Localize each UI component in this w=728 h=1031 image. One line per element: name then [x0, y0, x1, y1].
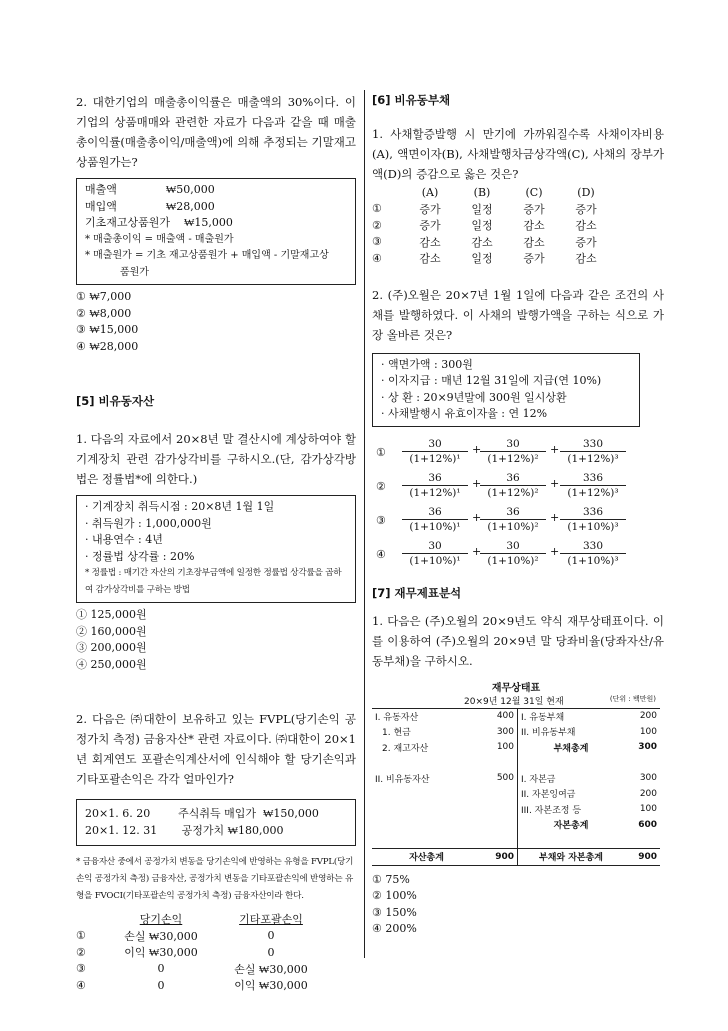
- answer-table: [372, 184, 612, 267]
- fraction: [402, 471, 468, 500]
- option-label: ④: [76, 978, 86, 992]
- bs-cell: I. 유동자산: [375, 712, 419, 723]
- bs-cell: [481, 802, 518, 818]
- data-box: [76, 178, 356, 285]
- bs-unit: (단위 : 백만원): [609, 694, 656, 703]
- box-line: · 내용연수 : 4년: [85, 533, 163, 546]
- data-box: [76, 799, 356, 846]
- cell: 0: [157, 962, 165, 976]
- denominator: (1+12%)²: [487, 486, 539, 499]
- fraction: [560, 437, 626, 466]
- box-line: 매출액 ₩50,000: [85, 183, 215, 196]
- bs-cell: 200: [639, 788, 657, 799]
- question-text: 1. 다음의 자료에서 20×8년 말 결산시에 계상하여야 할 기계장치 관련 감가상각비를 구하시오.(단, 감가상각방법은 정률법*에 의한다.): [76, 432, 356, 486]
- denominator: (1+10%)¹: [409, 520, 461, 533]
- question-text: 2. (주)오월은 20×7년 1월 1일에 다음과 같은 조건의 사채를 발행하였다. 이 사채의 발행가액을 구하는 식으로 가장 올바른 것은?: [372, 287, 664, 342]
- answer-row[interactable]: [372, 250, 612, 267]
- cell: 일정: [471, 252, 493, 266]
- bs-cell: II. 비유동자산: [375, 774, 430, 785]
- bs-cell: III. 자본조정 등: [521, 805, 582, 816]
- numerator: 36: [480, 505, 546, 520]
- denominator: (1+10%)³: [567, 520, 619, 533]
- bs-cell: 900: [624, 849, 660, 866]
- cell: 손실 ₩30,000: [124, 929, 198, 943]
- section-title: [6] 비유동부채: [372, 93, 451, 107]
- option[interactable]: ① 125,000원: [76, 608, 147, 621]
- answer-row[interactable]: [76, 961, 326, 978]
- bs-cell: 부채와 자본총계: [518, 849, 625, 866]
- bs-row: [372, 724, 660, 740]
- plus-sign: +: [472, 544, 482, 558]
- denominator: (1+12%)²: [487, 452, 539, 465]
- data-box: [76, 495, 356, 603]
- numerator: 36: [402, 505, 468, 520]
- bs-cell: [372, 802, 481, 818]
- answer-row[interactable]: [76, 928, 326, 945]
- box-line: · 정률법 상각률 : 20%: [85, 549, 195, 563]
- cell: 감소: [419, 252, 441, 266]
- cell: 증가: [419, 202, 441, 216]
- plus-sign: +: [550, 544, 560, 558]
- cell: 손실 ₩30,000: [234, 962, 308, 976]
- denominator: (1+10%)²: [487, 554, 539, 567]
- option-label: ④: [376, 547, 386, 561]
- denominator: (1+12%)¹: [409, 452, 461, 465]
- fraction-option[interactable]: [372, 437, 664, 471]
- box-line: · 액면가액 : 300원: [381, 357, 473, 371]
- numerator: 30: [480, 437, 546, 452]
- denominator: (1+12%)¹: [409, 486, 461, 499]
- cell: 0: [267, 929, 275, 943]
- box-line: * 매출총이익 = 매출액 - 매출원가: [85, 233, 234, 245]
- bs-row: [372, 786, 660, 802]
- cell: 감소: [575, 219, 597, 233]
- col-header: (D): [577, 185, 595, 199]
- bs-cell: [372, 833, 481, 849]
- box-line: · 사채발행시 유효이자율 : 연 12%: [381, 407, 548, 420]
- bs-cell: II. 자본잉여금: [521, 790, 576, 801]
- fraction: [480, 505, 546, 534]
- fraction: [402, 505, 468, 534]
- bs-cell: [481, 817, 518, 833]
- bs-cell: [481, 755, 518, 771]
- col-header: 당기손익: [139, 913, 183, 927]
- option[interactable]: ④ 250,000원: [76, 657, 147, 671]
- fraction-option[interactable]: [372, 471, 664, 505]
- answer-table: [76, 911, 326, 994]
- bs-row: [372, 849, 660, 866]
- bs-cell: 100: [481, 740, 518, 756]
- box-line: 기초재고상품원가 ₩15,000: [85, 216, 233, 229]
- plus-sign: +: [550, 476, 560, 490]
- option-label: ④: [372, 251, 382, 265]
- bs-row: [372, 771, 660, 787]
- option-label: ②: [372, 218, 382, 232]
- bs-cell: [481, 833, 518, 849]
- plus-sign: +: [472, 510, 482, 524]
- cell: 이익 ₩30,000: [234, 979, 308, 993]
- balance-sheet: [372, 679, 660, 866]
- answer-row[interactable]: [372, 217, 612, 234]
- bs-cell: II. 비유동부채: [521, 728, 576, 739]
- box-line: * 매출원가 = 기초 재고상품원가 + 매입액 - 기말재고상: [85, 250, 329, 261]
- footnote: * 금융자산 중에서 공정가치 변동을 당기손익에 반영하는 유형을 FVPL(당기손익 공정가치 측정) 금융자산, 공정가치 변동을 기타포괄손익에 반영하는 유형을 FVOCI(기타포괄손익 공정가치 측정) 금융자산이라 한다.: [76, 857, 354, 901]
- bs-row: [372, 833, 660, 849]
- option[interactable]: ③ 150%: [372, 905, 417, 919]
- bs-cell: 300: [481, 724, 518, 740]
- answer-row[interactable]: [372, 201, 612, 218]
- bs-cell: 200: [639, 711, 657, 722]
- col-header: (B): [473, 185, 491, 199]
- fraction: [560, 471, 626, 500]
- bs-cell: 1. 현금: [382, 728, 411, 739]
- bs-cell: 100: [639, 804, 657, 815]
- option-label: ②: [76, 945, 86, 959]
- cell: 감소: [523, 219, 545, 233]
- section-title: [5] 비유동자산: [76, 394, 155, 408]
- numerator: 336: [560, 505, 626, 520]
- fraction: [402, 437, 468, 466]
- denominator: (1+10%)¹: [409, 554, 461, 567]
- fraction: [480, 539, 546, 568]
- bs-cell: 400: [481, 708, 518, 724]
- fraction: [560, 505, 626, 534]
- box-line: 20×1. 12. 31 공정가치 ₩180,000: [85, 823, 284, 837]
- box-line: · 기계장치 취득시점 : 20×8년 1월 1일: [85, 500, 275, 513]
- bs-table: [372, 708, 660, 866]
- cell: 일정: [471, 219, 493, 233]
- column-divider: [364, 90, 365, 958]
- box-line: · 상 환 : 20×9년말에 300원 일시상환: [381, 390, 567, 404]
- bs-cell: 자본총계: [553, 821, 589, 832]
- plus-sign: +: [472, 442, 482, 456]
- cell: 증가: [575, 202, 597, 216]
- fraction: [480, 437, 546, 466]
- box-line: 품원가: [85, 266, 149, 278]
- bs-row: [372, 817, 660, 833]
- bs-cell: [518, 833, 625, 849]
- bs-cell: 300: [638, 742, 657, 753]
- option-label: ①: [376, 445, 386, 459]
- option-label: ③: [372, 235, 382, 249]
- fraction-option[interactable]: [372, 539, 664, 573]
- numerator: 30: [402, 437, 468, 452]
- question-text: 1. 사채할증발행 시 만기에 가까워질수록 사채이자비용(A), 액면이자(B), 사채발행차금상각액(C), 사채의 장부가액(D)의 증감으로 옳은 것은?: [372, 127, 664, 181]
- option[interactable]: ② ₩8,000: [76, 306, 132, 320]
- fraction-options: [372, 437, 664, 573]
- data-box: [372, 353, 640, 427]
- bs-row: [372, 708, 660, 724]
- bs-cell: [481, 786, 518, 802]
- box-line: · 이자지급 : 매년 12월 31일에 지급(연 10%): [381, 374, 602, 387]
- bs-cell: [372, 817, 481, 833]
- bs-cell: 부채총계: [553, 743, 589, 754]
- answer-row[interactable]: [76, 977, 326, 994]
- option[interactable]: ③ ₩15,000: [76, 323, 139, 336]
- answer-row[interactable]: [76, 944, 326, 961]
- denominator: (1+10%)²: [487, 520, 539, 533]
- left-column: [76, 92, 356, 994]
- col-header: 기타포괄손익: [239, 913, 303, 927]
- plus-sign: +: [472, 476, 482, 490]
- bs-cell: 자산총계: [372, 849, 481, 866]
- bs-cell: 100: [639, 726, 657, 737]
- question-text: 2. 대한기업의 매출총이익률은 매출액의 30%이다. 이 기업의 상품매매와 관련한 자료가 다음과 같을 때 매출총이익률(매출총이익/매출액)에 의해 추정되는 기말재고상품원가는?: [76, 95, 356, 169]
- option-label: ①: [76, 929, 86, 943]
- option[interactable]: ④ 200%: [372, 922, 417, 935]
- fraction-option[interactable]: [372, 505, 664, 539]
- fraction: [480, 471, 546, 500]
- bs-cell: 500: [481, 771, 518, 787]
- fraction: [560, 539, 626, 568]
- cell: 0: [157, 978, 165, 992]
- option-label: ③: [376, 513, 386, 527]
- fraction: [402, 539, 468, 568]
- box-line: 매입액 ₩28,000: [85, 199, 215, 213]
- box-line: 20×1. 6. 20 주식취득 매입가 ₩150,000: [85, 807, 319, 820]
- col-header: (A): [421, 185, 439, 199]
- cell: 증가: [523, 202, 545, 216]
- option-label: ②: [376, 479, 386, 493]
- cell: 증가: [419, 219, 441, 233]
- section-title: [7] 재무제표분석: [372, 585, 462, 600]
- bs-row: [372, 755, 660, 771]
- bs-title: 재무상태표: [491, 682, 541, 694]
- denominator: (1+10%)³: [567, 554, 619, 567]
- bs-cell: [372, 786, 481, 802]
- numerator: 36: [480, 471, 546, 486]
- denominator: (1+12%)³: [567, 486, 619, 499]
- right-column: [372, 92, 664, 938]
- answer-row[interactable]: [372, 234, 612, 251]
- cell: 감소: [419, 235, 441, 249]
- numerator: 330: [560, 539, 626, 554]
- bs-date: 20×9년 12월 31일 현재: [464, 696, 564, 707]
- plus-sign: +: [550, 442, 560, 456]
- box-line: · 취득원가 : 1,000,000원: [85, 516, 212, 530]
- bs-cell: [518, 755, 625, 771]
- numerator: 30: [480, 539, 546, 554]
- option[interactable]: ① ₩7,000: [76, 290, 132, 303]
- option[interactable]: ② 160,000원: [76, 624, 147, 638]
- option-label: ③: [76, 962, 86, 976]
- cell: 일정: [471, 202, 493, 216]
- plus-sign: +: [550, 510, 560, 524]
- numerator: 30: [402, 539, 468, 554]
- bs-cell: [372, 755, 481, 771]
- bs-cell: 900: [481, 849, 518, 866]
- option-label: ①: [372, 202, 382, 216]
- option[interactable]: ③ 200,000원: [76, 641, 147, 654]
- box-note: * 정률법 : 매기간 자산의 기초장부금액에 일정한 정률법 상각률을 곱하여 감가상각비를 구하는 방법: [85, 568, 342, 595]
- cell: 감소: [575, 252, 597, 266]
- cell: 감소: [471, 235, 493, 249]
- cell: 0: [267, 945, 275, 959]
- question-text: 2. 다음은 ㈜대한이 보유하고 있는 FVPL(당기손익 공정가치 측정) 금융자산* 관련 자료이다. ㈜대한이 20×1년 회계연도 포괄손익계산서에 인식해야 할 당기손익과 기타포괄손익은 각각 얼마인가?: [76, 712, 356, 786]
- bs-row: [372, 802, 660, 818]
- bs-row: [372, 740, 660, 756]
- bs-cell: [624, 755, 660, 771]
- numerator: 36: [402, 471, 468, 486]
- option[interactable]: ② 100%: [372, 889, 417, 902]
- bs-cell: 2. 재고자산: [382, 743, 429, 754]
- cell: 감소: [523, 235, 545, 249]
- numerator: 330: [560, 437, 626, 452]
- numerator: 336: [560, 471, 626, 486]
- bs-cell: I. 자본금: [521, 774, 556, 785]
- denominator: (1+12%)³: [567, 452, 619, 465]
- question-text: 1. 다음은 (주)오월의 20×9년도 약식 재무상태표이다. 이를 이용하여 (주)오월의 20×9년 말 당좌비율(당좌자산/유동부채)을 구하시오.: [372, 613, 664, 668]
- option[interactable]: ① 75%: [372, 872, 410, 886]
- cell: 이익 ₩30,000: [124, 946, 198, 960]
- col-header: (C): [525, 185, 543, 199]
- cell: 증가: [523, 252, 545, 266]
- bs-cell: 600: [638, 819, 657, 830]
- cell: 증가: [575, 235, 597, 249]
- bs-cell: [624, 833, 660, 849]
- bs-cell: I. 유동부채: [521, 712, 565, 723]
- option[interactable]: ④ ₩28,000: [76, 339, 139, 353]
- bs-cell: 300: [639, 773, 657, 784]
